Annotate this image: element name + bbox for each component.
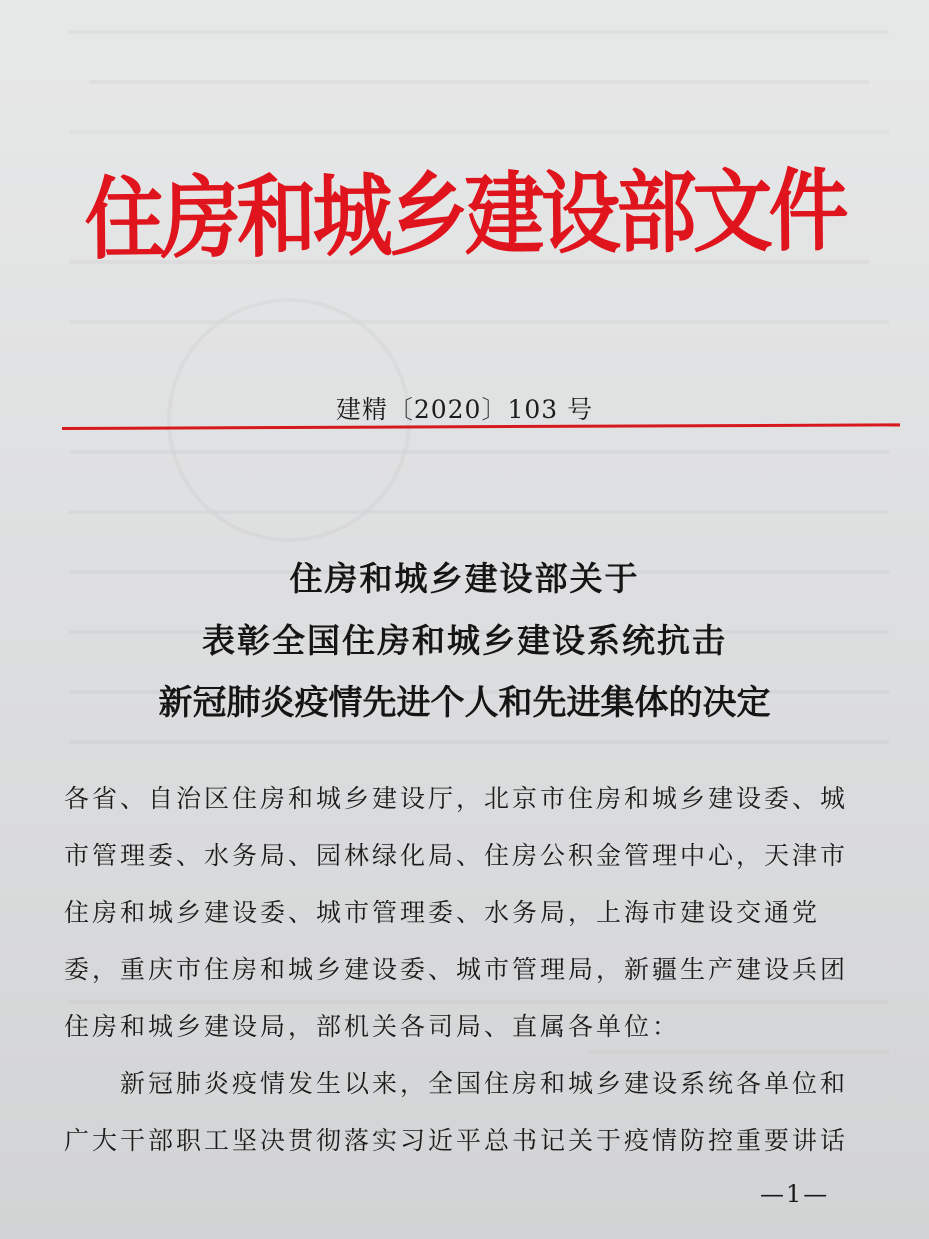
addressee-line: 住房和城乡建设委、城市管理委、水务局，上海市建设交通党 [64, 898, 821, 927]
addressee-line: 各省、自治区住房和城乡建设厅，北京市住房和城乡建设委、城 [64, 784, 849, 813]
addressee-line: 市管理委、水务局、园林绿化局、住房公积金管理中心，天津市 [64, 841, 849, 870]
page-number: —1— [760, 1180, 830, 1208]
document-number: 建精〔2020〕103 号 [335, 395, 594, 424]
title-line-2: 表彰全国住房和城乡建设系统抗击 [202, 621, 727, 660]
title-line-1: 住房和城乡建设部关于 [289, 559, 640, 598]
body-text [64, 770, 894, 1169]
addressee-line: 委，重庆市住房和城乡建设委、城市管理局，新疆生产建设兵团 [64, 955, 849, 984]
issuing-authority-header: 住房和城乡建设部文件 [84, 158, 846, 272]
addressee-line: 住房和城乡建设局，部机关各司局、直属各单位： [64, 1012, 681, 1041]
title-line-3: 新冠肺炎疫情先进个人和先进集体的决定 [158, 683, 771, 723]
paragraph-line: 新冠肺炎疫情发生以来，全国住房和城乡建设系统各单位和 [120, 1069, 849, 1098]
decision-title [0, 548, 929, 734]
paragraph-line: 广大干部职工坚决贯彻落实习近平总书记关于疫情防控重要讲话 [64, 1126, 849, 1155]
